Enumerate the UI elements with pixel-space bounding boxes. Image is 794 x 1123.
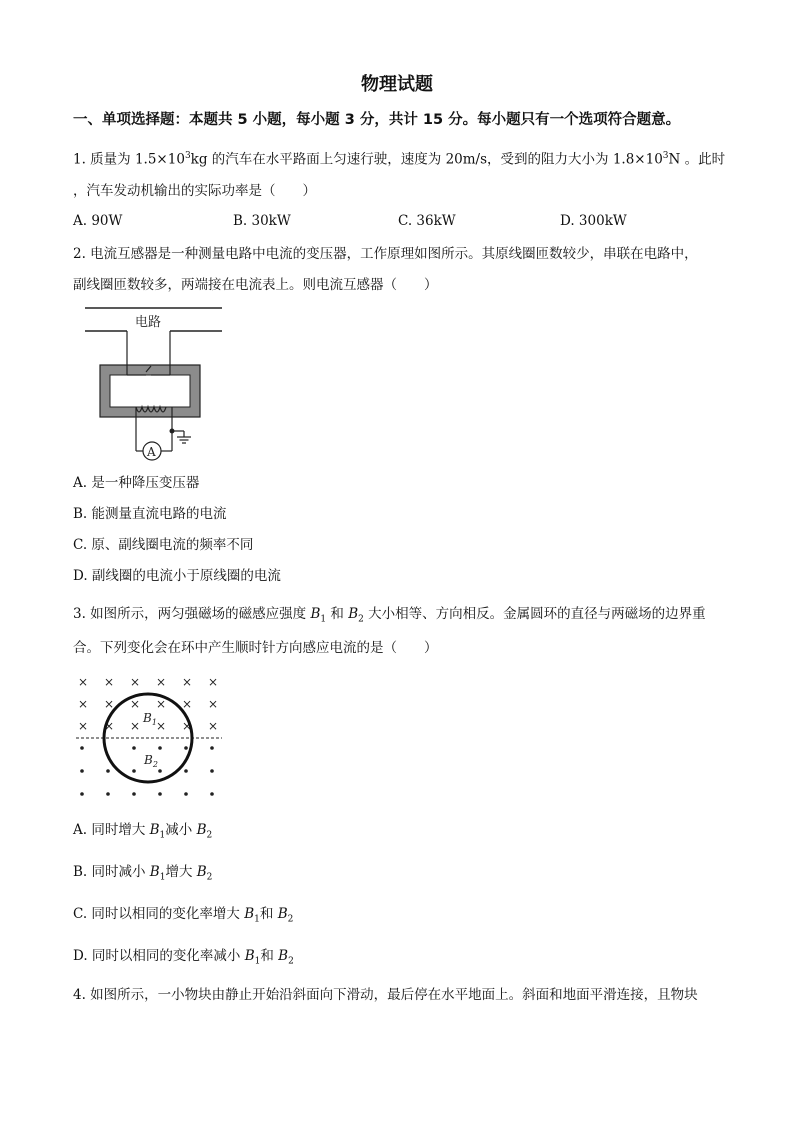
q1-option-d: D. 300kW bbox=[560, 213, 627, 229]
field-cross-mark: × bbox=[78, 719, 89, 733]
q1-option-c: C. 36kW bbox=[398, 213, 456, 229]
field-cross-mark: × bbox=[182, 719, 193, 733]
field-cross-mark: × bbox=[130, 697, 141, 711]
label-b2: $B_2$ bbox=[144, 753, 158, 769]
field-dot-mark bbox=[80, 769, 84, 773]
field-cross-mark: × bbox=[156, 675, 167, 689]
field-cross-mark: × bbox=[208, 719, 219, 733]
q2-stem-line2: 副线圈匝数较多，两端接在电流表上。则电流互感器（ ） bbox=[73, 277, 438, 293]
magnetic-field-figure bbox=[70, 670, 230, 805]
field-dot-mark bbox=[184, 792, 188, 796]
field-cross-mark: × bbox=[104, 719, 115, 733]
field-cross-mark: × bbox=[78, 675, 89, 689]
q3-option-c: C. 同时以相同的变化率增大 $B_1$和 $B_2$ bbox=[73, 906, 294, 925]
field-cross-mark: × bbox=[182, 675, 193, 689]
section-heading: 一、单项选择题：本题共 5 小题，每小题 3 分，共计 15 分。每小题只有一个选项符合题意。 bbox=[73, 112, 681, 128]
field-cross-mark: × bbox=[208, 697, 219, 711]
q2-option-d: D. 副线圈的电流小于原线圈的电流 bbox=[73, 568, 281, 584]
field-dot-mark bbox=[106, 769, 110, 773]
field-dot-mark bbox=[184, 746, 188, 750]
ground-symbol bbox=[177, 437, 191, 443]
field-dot-mark bbox=[132, 746, 136, 750]
field-dot-mark bbox=[132, 792, 136, 796]
q2-option-c: C. 原、副线圈电流的频率不同 bbox=[73, 537, 254, 553]
field-dot-mark bbox=[210, 746, 214, 750]
field-dot-mark bbox=[106, 792, 110, 796]
q1-option-b: B. 30kW bbox=[233, 213, 291, 229]
field-dot-mark bbox=[80, 792, 84, 796]
field-dot-mark bbox=[80, 746, 84, 750]
field-dot-mark bbox=[158, 746, 162, 750]
q2-stem-line1: 2. 电流互感器是一种测量电路中电流的变压器，工作原理如图所示。其原线圈匝数较少，串联在电路中， bbox=[73, 246, 698, 262]
field-dot-mark bbox=[184, 769, 188, 773]
field-cross-mark: × bbox=[104, 697, 115, 711]
q3-option-b: B. 同时减小 $B_1$增大 $B_2$ bbox=[73, 864, 213, 883]
field-dot-mark bbox=[132, 769, 136, 773]
page-title: 物理试题 bbox=[361, 74, 433, 95]
field-cross-mark: × bbox=[130, 675, 141, 689]
field-cross-mark: × bbox=[208, 675, 219, 689]
q2-option-b: B. 能测量直流电路的电流 bbox=[73, 506, 227, 522]
q4-stem-line1: 4. 如图所示，一小物块由静止开始沿斜面向下滑动，最后停在水平地面上。斜面和地面平滑连接，且物块 bbox=[73, 987, 698, 1003]
q1-stem-line1: 1. 质量为 $1.5\times 10^3kg$ 的汽车在水平路面上匀速行驶，速度为 20m/s，受到的阻力大小为 $1.8\times 10^3N$ 。此时 bbox=[73, 151, 726, 168]
current-transformer-figure bbox=[80, 303, 230, 468]
field-dot-mark bbox=[210, 792, 214, 796]
field-cross-mark: × bbox=[104, 675, 115, 689]
field-dot-mark bbox=[158, 792, 162, 796]
field-cross-mark: × bbox=[156, 719, 167, 733]
q3-stem-line2: 合。下列变化会在环中产生顺时针方向感应电流的是（ ） bbox=[73, 640, 438, 656]
label-b1: $B_1$ bbox=[143, 711, 157, 727]
field-cross-mark: × bbox=[130, 719, 141, 733]
field-cross-mark: × bbox=[156, 697, 167, 711]
field-cross-mark: × bbox=[78, 697, 89, 711]
q1-stem-line2: ，汽车发动机输出的实际功率是（ ） bbox=[73, 183, 316, 199]
ammeter-label: A bbox=[147, 445, 156, 459]
q1-option-a: A. 90W bbox=[73, 213, 123, 229]
circuit-label: 电路 bbox=[135, 315, 162, 330]
q3-option-d: D. 同时以相同的变化率减小 $B_1$和 $B_2$ bbox=[73, 948, 294, 967]
q2-option-a: A. 是一种降压变压器 bbox=[73, 475, 200, 491]
q3-stem-line1: 3. 如图所示，两匀强磁场的磁感应强度 $B_1$ 和 $B_2$ 大小相等、方向相反。金属圆环的直径与两磁场的边界重 bbox=[73, 606, 706, 625]
iron-core-window bbox=[110, 375, 190, 407]
field-dot-mark bbox=[158, 769, 162, 773]
q3-option-a: A. 同时增大 $B_1$减小 $B_2$ bbox=[73, 822, 213, 841]
field-dot-mark bbox=[210, 769, 214, 773]
field-cross-mark: × bbox=[182, 697, 193, 711]
